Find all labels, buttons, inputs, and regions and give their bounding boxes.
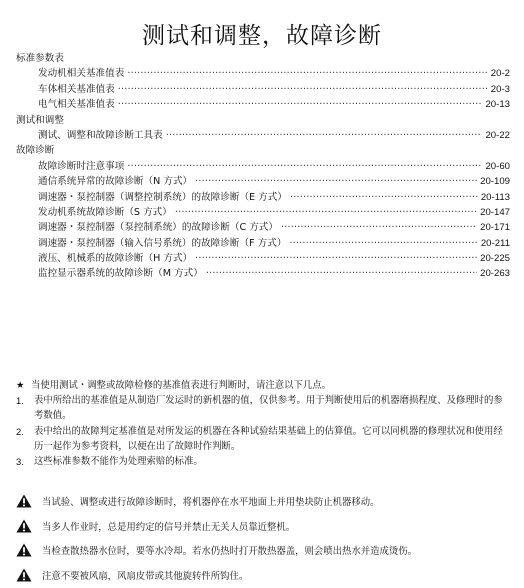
toc-entry-page: 20-147 (480, 206, 510, 218)
note-text: 表中给出的故障判定基准值是对所发运的机器在各种试验结果基础上的估算值。它可以同机器的修理状况和使用经历一起作为参考资料，以便在出了故障时作判断。 (34, 425, 503, 452)
toc-entry-label: 调速器・泵控制器（泵控制系统）的故障诊断（C 方式） (38, 222, 278, 234)
notes-intro (16, 378, 510, 393)
toc-entry[interactable] (16, 190, 510, 205)
toc-entry[interactable] (16, 174, 510, 189)
toc-section-heading: 故障诊断 (16, 145, 55, 157)
safety-warning (16, 538, 516, 562)
safety-warning (16, 489, 516, 513)
toc-entry-label: 通信系统异常的故障诊断（N 方式） (38, 176, 193, 188)
toc-entry[interactable] (16, 82, 510, 97)
warning-triangle-icon (16, 568, 32, 582)
warning-triangle-icon (16, 543, 32, 557)
toc-entry-page: 20-60 (485, 160, 510, 172)
warning-triangle-icon (16, 519, 32, 533)
toc-entry-label: 测试、调整和故障诊断工具表 (38, 129, 163, 141)
toc-entry-label: 液压、机械系的故障诊断（H 方式） (38, 253, 193, 265)
dot-leader (206, 266, 477, 281)
toc-entry-page: 20-22 (485, 129, 510, 141)
toc-entry-page: 20-225 (480, 253, 510, 265)
toc-section-heading: 测试和调整 (16, 114, 64, 126)
toc-entry[interactable] (16, 251, 510, 266)
warning-text: 当试验、调整或进行故障诊断时，将机器停在水平地面上并用垫块防止机器移动。 (42, 497, 380, 508)
toc-entry[interactable] (16, 266, 510, 281)
toc-section-heading: 标准参数表 (16, 53, 64, 64)
toc-entry[interactable] (16, 205, 510, 220)
star-icon: ★ (16, 380, 25, 391)
toc-entry-label: 调速器・泵控制器（调整控制系统）的故障诊断（E 方式） (38, 191, 287, 203)
toc-entry-page: 20-13 (485, 99, 510, 111)
toc-entry-label: 发动机系统故障诊断（S 方式） (38, 206, 172, 218)
toc-entry-page: 20-113 (480, 191, 510, 203)
note-item (16, 424, 510, 454)
toc-entry-label: 调速器・泵控制器（输入信号系统）的故障诊断（F 方式） (38, 237, 287, 249)
toc-entry[interactable] (16, 128, 510, 143)
dot-leader (118, 82, 488, 97)
warning-text: 当多人作业时，总是用约定的信号并禁止无关人员靠近整机。 (42, 521, 296, 533)
dot-leader (195, 251, 477, 266)
note-item (16, 393, 510, 423)
toc-entry-page: 20-171 (480, 222, 510, 234)
toc-entry-page: 20-211 (480, 237, 510, 249)
warning-text: 当检查散热器水位时，要等水冷却。若水仍热时打开散热器盖，则会喷出热水并造成烫伤。 (42, 546, 418, 558)
note-text: 这些标准参数不能作为处理索赔的标准。 (34, 456, 203, 468)
warning-text: 注意不要被风扇，风扇皮带或其他旋转件所钩住。 (42, 571, 249, 583)
note-item (16, 454, 510, 469)
toc-entry-label: 电气相关基准值表 (38, 99, 115, 111)
dot-leader (195, 174, 477, 189)
safety-warnings (16, 489, 516, 588)
toc-entry-label: 车体相关基准值表 (38, 83, 115, 95)
note-text: 表中所给出的基准值是从制造厂发运时的新机器的值，仅供参考。用于判断使用后的机器磨损程度、及修理时的参考数值。 (34, 395, 503, 422)
page-title: 测试和调整，故障诊断 (142, 23, 382, 50)
toc-entry-page: 20-109 (480, 176, 510, 188)
toc-entry-label: 发动机相关基准值表 (38, 68, 125, 80)
dot-leader (118, 97, 483, 112)
table-of-contents (16, 51, 510, 282)
toc-entry-label: 监控显示器系统的故障诊断（M 方式） (38, 268, 203, 280)
toc-entry-page: 20-263 (480, 268, 510, 280)
toc-entry[interactable] (16, 66, 510, 81)
toc-entry-label: 故障诊断时注意事项 (38, 160, 125, 172)
dot-leader (289, 236, 477, 251)
note-number: 1. (16, 395, 24, 407)
dot-leader (166, 128, 483, 143)
reference-notes (16, 378, 510, 469)
dot-leader (175, 205, 477, 220)
note-number: 3. (16, 456, 24, 468)
toc-entry-page: 20-2 (490, 68, 510, 80)
safety-warning (16, 563, 516, 587)
dot-leader (281, 220, 477, 235)
notes-intro-text: 当使用测试・调整或故障检修的基准值表进行判断时，请注意以下几点。 (31, 380, 332, 391)
warning-triangle-icon (16, 494, 32, 508)
toc-entry[interactable] (16, 236, 510, 251)
note-number: 2. (16, 425, 24, 437)
toc-entry[interactable] (16, 159, 510, 174)
dot-leader (127, 159, 482, 174)
dot-leader (290, 190, 478, 205)
toc-entry-page: 20-3 (490, 83, 510, 95)
safety-warning (16, 514, 516, 538)
toc-entry[interactable] (16, 220, 510, 235)
dot-leader (127, 66, 487, 81)
toc-entry[interactable] (16, 97, 510, 112)
